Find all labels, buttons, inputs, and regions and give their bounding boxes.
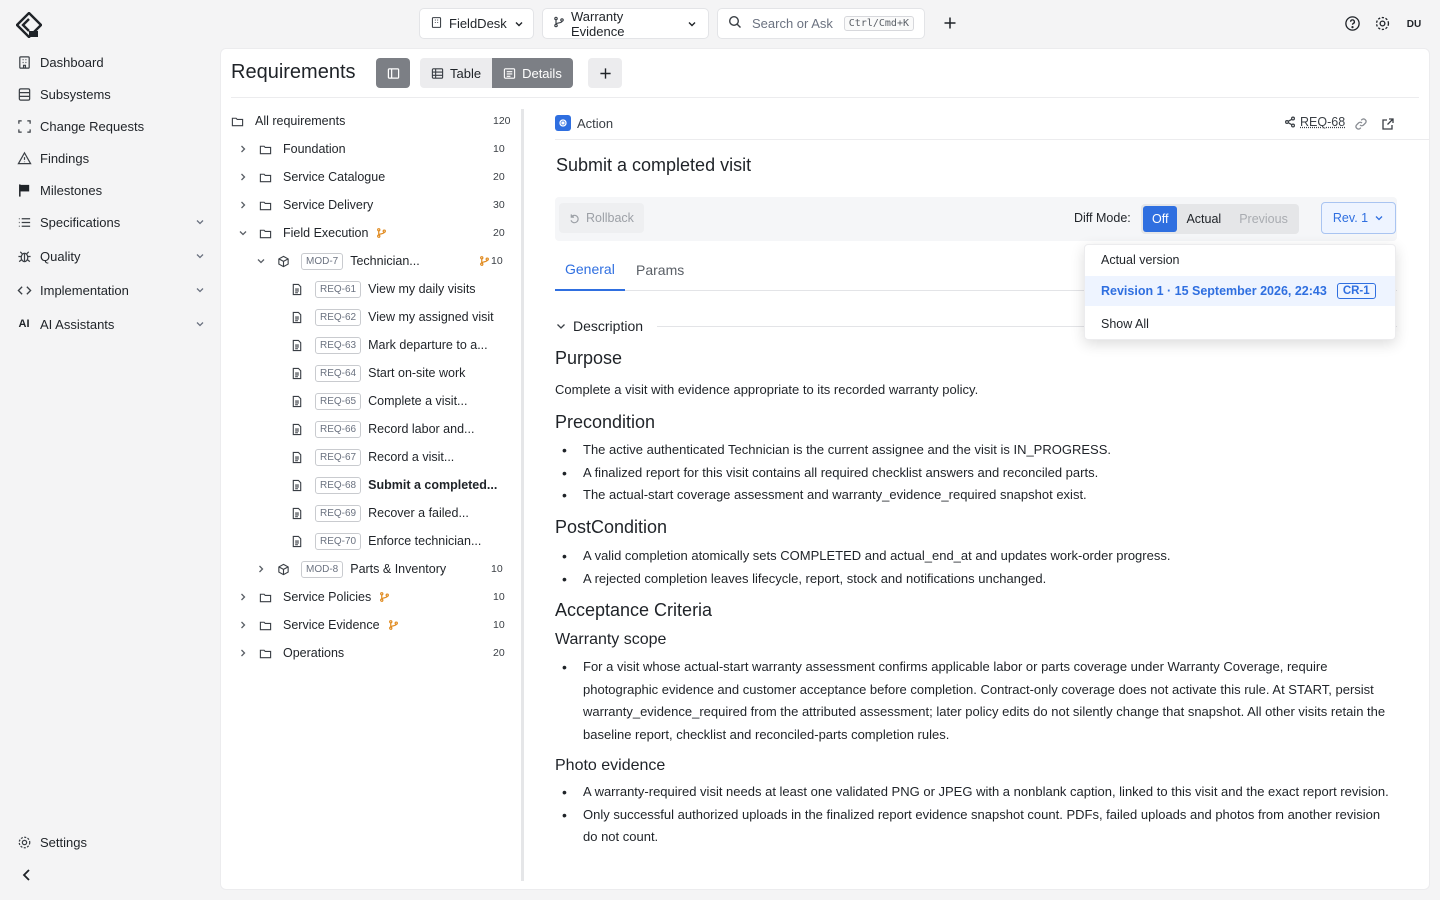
view-details-label: Details <box>522 65 562 81</box>
chevron-down-icon[interactable] <box>194 318 206 330</box>
show-all-option[interactable]: Show All <box>1101 317 1149 331</box>
tree-label: Service Evidence <box>283 618 380 632</box>
nav-label: Dashboard <box>40 54 104 70</box>
purpose-text: Complete a visit with evidence appropriate to its recorded warranty policy. <box>555 382 979 397</box>
panel-icon <box>387 67 400 80</box>
nav-item-implementation[interactable] <box>16 278 206 302</box>
tree-folder[interactable] <box>237 614 505 636</box>
tree-module[interactable] <box>255 558 503 580</box>
tree-label: Field Execution <box>283 226 369 240</box>
document-icon <box>291 535 305 548</box>
toggle-tree-button[interactable] <box>376 58 410 88</box>
open-external-icon[interactable] <box>1381 117 1395 134</box>
chevron-right-icon[interactable] <box>237 592 249 602</box>
detail-divider <box>555 139 1430 140</box>
list-item: • A finalized report for this visit contains all required checklist answers and reconciled parts. <box>555 462 1397 485</box>
document-icon <box>291 423 305 436</box>
search-icon <box>728 15 742 32</box>
list-item: • A rejected completion leaves lifecycle, report, stock and notifications unchanged. <box>555 568 1397 591</box>
req-tag: REQ-64 <box>315 365 361 382</box>
nav-label: Specifications <box>40 214 121 230</box>
tree-count: 10 <box>493 143 505 155</box>
building-icon <box>16 54 32 70</box>
list-icon <box>16 214 32 230</box>
folder-icon <box>259 619 273 632</box>
bug-icon <box>16 248 32 264</box>
list-item: • The actual-start coverage assessment and warranty_evidence_required snapshot exist. <box>555 484 1397 507</box>
add-view-button[interactable] <box>588 58 622 88</box>
list-item: • A valid completion atomically sets COMPLETED and actual_end_at and updates work-order progress. <box>555 545 1397 568</box>
tree-label: Parts & Inventory <box>350 562 447 576</box>
search-placeholder: Search or Ask <box>752 16 833 31</box>
postcondition-heading: PostCondition <box>555 517 668 537</box>
revision-label: Rev. 1 <box>1332 211 1369 225</box>
type-label: Action <box>577 115 614 131</box>
list-item: • For a visit whose actual-start warranty assessment confirms applicable labor or parts coverage under Warranty Coverage, require photographic evidence and customer acceptance before completion. Contract-only coverage does not activate this rule. At START, persist warranty_evidence_required from the attributed assessment; later policy edits do not silently change that snapshot. All other visits retain the baseline report, checklist and reconciled-parts completion rules. <box>555 656 1397 746</box>
req-tag: REQ-62 <box>315 309 361 326</box>
tree-folder-expanded[interactable] <box>237 222 505 244</box>
tree-requirement[interactable] <box>291 530 481 552</box>
nav-label: Change Requests <box>40 118 145 134</box>
search-input[interactable] <box>717 8 925 39</box>
tree-count: 10 <box>493 619 505 631</box>
type-badge <box>555 115 613 131</box>
tree-label: Operations <box>283 646 345 660</box>
database-icon <box>16 86 32 102</box>
sidebar <box>0 0 220 900</box>
cube-icon <box>277 563 291 576</box>
nav-label: AI Assistants <box>40 316 115 332</box>
tree-label: Enforce technician... <box>368 534 482 548</box>
document-icon <box>291 283 305 296</box>
details-icon <box>503 67 516 80</box>
nav-item-change-requests[interactable] <box>16 114 206 138</box>
folder-icon <box>259 199 273 212</box>
chevron-down-icon <box>1374 213 1384 223</box>
photo-heading: Photo evidence <box>555 757 666 774</box>
cube-icon <box>277 255 291 268</box>
req-tag: REQ-69 <box>315 505 361 522</box>
rollback-label: Rollback <box>586 211 634 225</box>
revision-dropdown <box>1084 244 1396 340</box>
tree-label: Service Policies <box>283 590 372 604</box>
diff-actual-option[interactable]: Actual <box>1186 212 1222 226</box>
photo-list <box>555 781 1397 849</box>
warning-icon <box>16 150 32 166</box>
list-item: • The active authenticated Technician is the current assignee and the visit is IN_PROGRESS. <box>555 439 1397 462</box>
chevron-right-icon[interactable] <box>237 200 249 210</box>
nav-label: Milestones <box>40 182 103 198</box>
chevron-right-icon[interactable] <box>237 648 249 658</box>
requirement-title: Submit a completed visit <box>556 155 752 175</box>
nav-item-findings[interactable] <box>16 146 206 170</box>
page-title: Requirements <box>231 61 356 83</box>
tree-folder[interactable] <box>237 586 505 608</box>
req-tag: REQ-68 <box>315 477 361 494</box>
tree-count: 10 <box>491 255 503 267</box>
ai-icon: AI <box>18 318 30 330</box>
document-icon <box>291 479 305 492</box>
chevron-right-icon[interactable] <box>255 564 267 574</box>
description-label: Description <box>573 318 644 334</box>
diff-off-option[interactable]: Off <box>1143 206 1177 232</box>
branch-icon <box>479 255 490 267</box>
tree-label: Technician... <box>350 254 420 268</box>
tree-label: Start on-site work <box>368 366 466 380</box>
main-panel <box>220 48 1430 890</box>
diff-mode-label: Diff Mode: <box>1074 211 1131 225</box>
chevron-down-icon[interactable] <box>194 216 206 228</box>
change-request-tag: CR-1 <box>1337 283 1376 299</box>
chevron-down-icon[interactable] <box>255 256 267 266</box>
app-logo[interactable] <box>16 12 42 38</box>
tree-folder[interactable] <box>237 642 505 664</box>
nav-label: Findings <box>40 150 90 166</box>
warranty-list <box>555 656 1397 746</box>
tree-count: 10 <box>491 563 503 575</box>
chevron-down-icon[interactable] <box>237 228 249 238</box>
purpose-heading: Purpose <box>555 348 623 368</box>
tree-label: View my daily visits <box>368 282 476 296</box>
revision-selector[interactable] <box>1321 202 1396 234</box>
tree-folder[interactable] <box>237 166 505 188</box>
nav-item-ai-assistants[interactable] <box>16 312 206 336</box>
branch-selector[interactable] <box>542 8 709 39</box>
nav-item-milestones[interactable] <box>16 178 206 202</box>
nav-item-subsystems[interactable] <box>16 82 206 106</box>
diff-previous-option[interactable]: Previous <box>1239 212 1288 226</box>
branch-icon <box>379 591 390 603</box>
tree-requirement[interactable] <box>291 502 469 524</box>
gear-icon <box>16 834 32 850</box>
revision-toolbar <box>555 197 1397 241</box>
list-item: • A warranty-required visit needs at least one validated PNG or JPEG with a nonblank caption, linked to this visit and the exact report revision. <box>555 781 1397 804</box>
nav-item-dashboard[interactable] <box>16 50 206 74</box>
tree-count: 10 <box>493 591 505 603</box>
req-tag: REQ-66 <box>315 421 361 438</box>
chevron-down-icon[interactable] <box>194 284 206 296</box>
warranty-heading: Warranty scope <box>555 631 667 648</box>
undo-icon <box>569 213 580 224</box>
req-tag: REQ-65 <box>315 393 361 410</box>
nav-label: Subsystems <box>40 86 111 102</box>
tree-requirement[interactable] <box>291 278 476 300</box>
code-icon <box>16 282 32 298</box>
folder-icon <box>231 115 245 128</box>
tree-module[interactable] <box>255 250 503 272</box>
list-item: • Only successful authorized uploads in the finalized report evidence snapshot count. PDFs, failed uploads and photos from another revision do not count. <box>555 804 1397 849</box>
tree-folder[interactable] <box>237 194 505 216</box>
tree-count: 30 <box>493 199 505 211</box>
branch-icon <box>376 227 387 239</box>
document-icon <box>291 367 305 380</box>
tree-count: 20 <box>493 171 505 183</box>
tree-label: Record a visit... <box>368 450 455 464</box>
branch-name: Warranty Evidence <box>571 8 625 39</box>
folder-icon <box>259 171 273 184</box>
tree-label: Foundation <box>283 142 346 156</box>
nav-item-settings[interactable] <box>16 830 206 854</box>
project-selector[interactable] <box>419 8 534 39</box>
branch-icon <box>553 16 565 31</box>
tree-root[interactable] <box>231 110 511 132</box>
req-tag: REQ-61 <box>315 281 361 298</box>
chevron-down-icon <box>513 18 525 30</box>
view-table-label: Table <box>450 65 482 81</box>
tree-label: Recover a failed... <box>368 506 469 520</box>
header-divider <box>231 97 1419 98</box>
module-tag: MOD-8 <box>301 561 343 578</box>
tree-count: 20 <box>493 227 505 239</box>
tree-requirement[interactable] <box>291 334 488 356</box>
chevron-down-icon <box>555 320 567 332</box>
tab-params[interactable]: Params <box>636 262 685 278</box>
folder-icon <box>259 143 273 156</box>
diff-mode-switch <box>1141 204 1299 234</box>
req-id-link[interactable] <box>1284 115 1345 129</box>
pane-resizer[interactable] <box>521 109 524 881</box>
tab-general[interactable]: General <box>555 249 625 291</box>
tree-requirement[interactable] <box>291 390 467 412</box>
precondition-heading: Precondition <box>555 412 656 432</box>
view-table-button[interactable] <box>420 58 492 88</box>
tree-requirement[interactable] <box>291 446 454 468</box>
tree-requirement[interactable] <box>291 418 474 440</box>
req-tag: REQ-70 <box>315 533 361 550</box>
tree-requirement[interactable] <box>291 306 494 328</box>
tree-requirement[interactable] <box>291 362 465 384</box>
building-icon <box>430 16 443 32</box>
tree-requirement[interactable] <box>291 474 497 496</box>
document-icon <box>291 507 305 520</box>
postcondition-list <box>555 545 1397 590</box>
avatar[interactable]: DU <box>1406 18 1422 30</box>
document-icon <box>291 451 305 464</box>
view-switcher <box>420 58 573 88</box>
chevron-right-icon[interactable] <box>237 620 249 630</box>
brackets-icon <box>16 118 32 134</box>
tree-label: Submit a completed... <box>368 478 498 492</box>
req-tag: REQ-67 <box>315 449 361 466</box>
table-icon <box>431 67 444 80</box>
tree-label: Record labor and... <box>368 422 475 436</box>
tree-label: All requirements <box>255 114 346 128</box>
folder-icon <box>259 647 273 660</box>
tree-label: Complete a visit... <box>368 394 468 408</box>
share-icon <box>1284 116 1296 128</box>
nav-label: Quality <box>40 248 81 264</box>
revision-1-option[interactable] <box>1085 276 1395 306</box>
folder-icon <box>259 591 273 604</box>
precondition-list <box>555 439 1397 507</box>
detail-pane <box>555 109 1421 889</box>
collapse-sidebar-icon[interactable] <box>18 866 36 884</box>
nav-item-quality[interactable] <box>16 244 206 268</box>
flag-icon <box>16 182 32 198</box>
view-details-button[interactable] <box>492 58 573 88</box>
plus-icon <box>599 67 612 80</box>
document-icon <box>291 339 305 352</box>
folder-icon <box>259 227 273 240</box>
tree-folder[interactable] <box>237 138 505 160</box>
revision-option-label: Revision 1 · 15 September 2026, 22:43 <box>1101 284 1327 298</box>
tree-count: 120 <box>493 115 511 127</box>
chevron-right-icon[interactable] <box>237 172 249 182</box>
module-tag: MOD-7 <box>301 253 343 270</box>
tree-label: Mark departure to a... <box>368 338 488 352</box>
chevron-right-icon[interactable] <box>237 144 249 154</box>
document-icon <box>291 311 305 324</box>
tree-label: View my assigned visit <box>368 310 494 324</box>
project-name: FieldDesk <box>449 16 507 31</box>
link-icon[interactable] <box>1354 117 1368 134</box>
tree-label: Service Delivery <box>283 198 374 212</box>
document-icon <box>291 395 305 408</box>
action-icon <box>555 115 571 131</box>
acceptance-heading: Acceptance Criteria <box>555 600 713 620</box>
chevron-down-icon[interactable] <box>194 250 206 262</box>
req-tag: REQ-63 <box>315 337 361 354</box>
nav-item-specifications[interactable] <box>16 210 206 234</box>
help-icon[interactable] <box>1343 14 1361 32</box>
branch-icon <box>388 619 399 631</box>
nav-label: Settings <box>40 834 87 850</box>
search-shortcut: Ctrl/Cmd+K <box>844 16 914 31</box>
tree-count: 20 <box>493 647 505 659</box>
nav-label: Implementation <box>40 282 129 298</box>
plus-icon[interactable] <box>941 14 959 32</box>
gear-icon[interactable] <box>1373 14 1391 32</box>
rollback-button[interactable] <box>559 203 644 233</box>
actual-version-option[interactable]: Actual version <box>1101 253 1180 267</box>
req-id: REQ-68 <box>1300 115 1346 129</box>
tree-label: Service Catalogue <box>283 170 386 184</box>
chevron-down-icon <box>686 18 698 30</box>
